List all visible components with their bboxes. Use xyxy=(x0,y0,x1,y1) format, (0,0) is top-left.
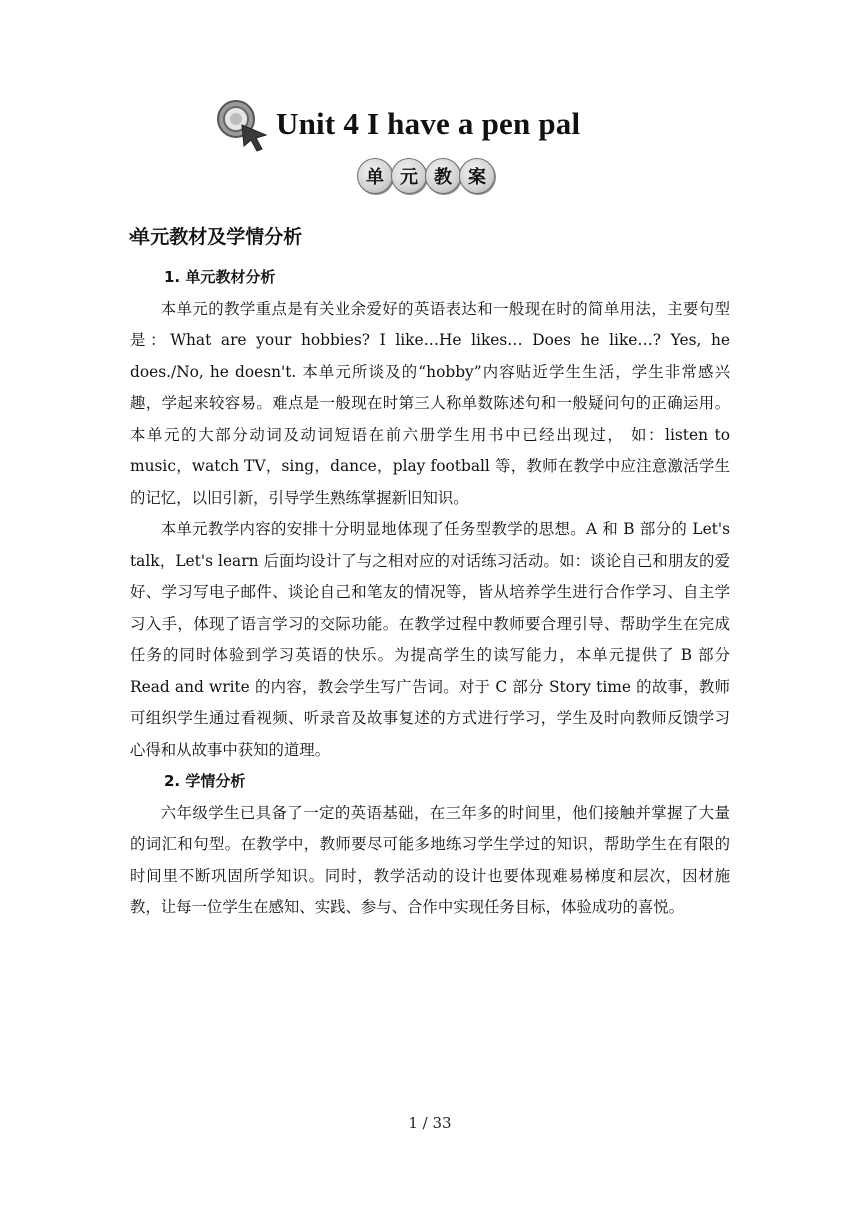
subheading-1: 1. 单元教材分析 xyxy=(164,268,276,286)
paragraph: 本单元的教学重点是有关业余爱好的英语表达和一般现在时的简单用法，主要句型是：What are your hobbies? I like…He likes… Does he like…? Yes, he does./No, he doesn't. 本单元所谈及的“hobby”内容贴近学生生活，学生非常感兴趣，学起来较容易。难点是一般现在时第三人称单数陈述句和一般疑问句的正确运用。本单元的大部分动词及动词短语在前六册学生用书中已经出现过， 如：listen to music，watch TV，sing，dance，play football 等，教师在教学中应注意激活学生的记忆，以旧引新，引导学生熟练掌握新旧知识。 xyxy=(130,299,730,507)
title-row xyxy=(214,92,580,156)
badge-char: 单 xyxy=(357,158,393,194)
magnifier-logo-icon xyxy=(214,95,272,153)
section-heading xyxy=(128,222,302,249)
paragraph: 六年级学生已具备了一定的英语基础，在三年多的时间里，他们接触并掌握了大量的词汇和句型。在教学中，教师要尽可能多地练习学生学过的知识，帮助学生在有限的时间里不断巩固所学知识。同时，教学活动的设计也要体现难易梯度和层次，因材施教，让每一位学生在感知、实践、参与、合作中实现任务目标，体验成功的喜悦。 xyxy=(130,803,730,916)
badge-char: 元 xyxy=(391,158,427,194)
document-body xyxy=(130,262,730,924)
paragraph: 本单元教学内容的安排十分明显地体现了任务型教学的思想。A 和 B 部分的 Let's talk，Let's learn 后面均设计了与之相对应的对话练习活动。如：谈论自己和朋友的爱好、学习写电子邮件、谈论自己和笔友的情况等，皆从培养学生进行合作学习、自主学习入手，体现了语言学习的交际功能。在教学过程中教师要合理引导、帮助学生在完成任务的同时体验到学习英语的快乐。为提高学生的读写能力，本单元提供了 B 部分 Read and write 的内容，教会学生写广告词。对于 C 部分 Story time 的故事，教师可组织学生通过看视频、听录音及故事复述的方式进行学习，学生及时向教师反馈学习心得和从故事中获知的道理。 xyxy=(130,520,730,759)
badge-char: 案 xyxy=(459,158,495,194)
badge-char: 教 xyxy=(425,158,461,194)
page-number: 1 / 33 xyxy=(408,1114,452,1132)
subheading-2: 2. 学情分析 xyxy=(164,772,246,790)
double-chevron-icon: ›› xyxy=(128,226,130,245)
section-heading-text: 单元教材及学情分析 xyxy=(131,226,303,248)
unit-plan-badges xyxy=(357,158,493,194)
page-title: Unit 4 I have a pen pal xyxy=(276,106,581,141)
